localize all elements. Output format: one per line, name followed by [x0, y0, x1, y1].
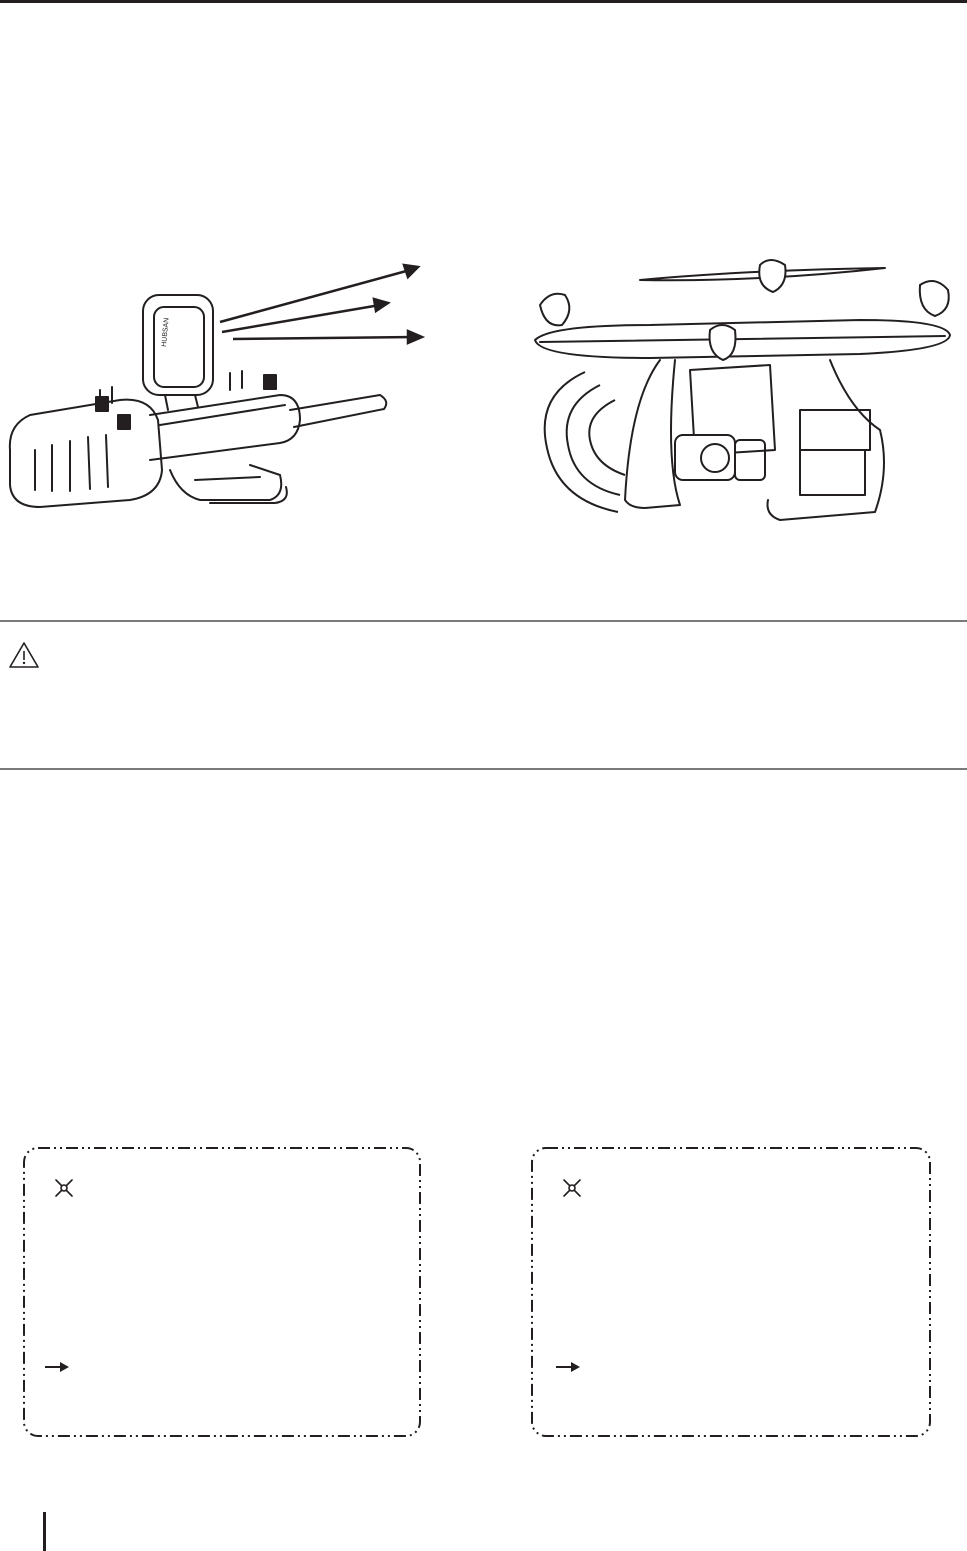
- note-box-right: [530, 1146, 932, 1438]
- top-rule: [0, 0, 967, 3]
- warning-bottom-rule: [0, 768, 967, 770]
- warning-triangle-icon: [8, 640, 40, 670]
- transmitter-brand-text: HUBSAN: [161, 317, 171, 348]
- note-box-left: [22, 1146, 422, 1438]
- page-number-bar: [43, 1512, 46, 1551]
- no-propeller-icon: [560, 1176, 584, 1200]
- warning-top-rule: [0, 620, 967, 622]
- arrow-right-icon: [44, 1360, 70, 1374]
- arrow-right-icon: [555, 1360, 581, 1374]
- no-propeller-icon: [52, 1176, 76, 1200]
- quadcopter-illustration: [530, 250, 960, 540]
- transmitter-illustration: [0, 255, 440, 525]
